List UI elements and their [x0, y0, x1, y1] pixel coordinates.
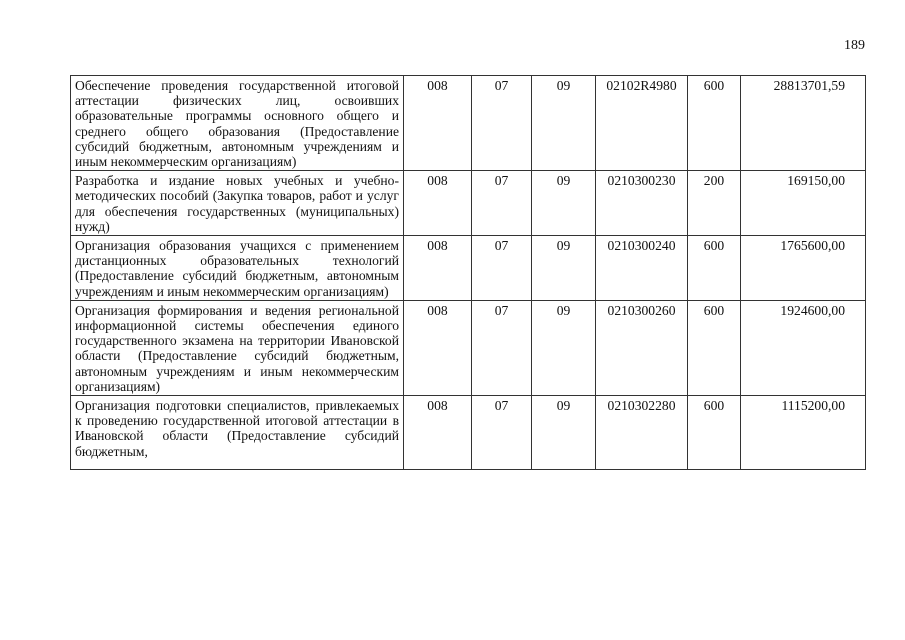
row-section-code: 07 [472, 396, 532, 470]
row-section-code: 07 [472, 236, 532, 301]
row-subsection-code: 09 [532, 76, 596, 171]
row-expense-type: 600 [688, 236, 741, 301]
budget-table [70, 75, 866, 470]
row-expense-type: 600 [688, 396, 741, 470]
row-amount: 169150,00 [741, 171, 866, 236]
page-number: 189 [844, 38, 865, 53]
row-description: Разработка и издание новых учебных и учебно-методических пособий (Закупка товаров, работ и услуг для обеспечения государственных (муниципальных) нужд) [71, 171, 404, 236]
row-subsection-code: 09 [532, 236, 596, 301]
row-ministry-code: 008 [404, 396, 472, 470]
row-ministry-code: 008 [404, 171, 472, 236]
row-description: Организация подготовки специалистов, привлекаемых к проведению государственной итоговой аттестации в Ивановской области (Предоставление субсидий бюджетным, [71, 396, 404, 470]
row-amount: 1765600,00 [741, 236, 866, 301]
row-target-article: 0210300260 [596, 300, 688, 395]
row-section-code: 07 [472, 300, 532, 395]
row-ministry-code: 008 [404, 300, 472, 395]
row-expense-type: 600 [688, 76, 741, 171]
row-subsection-code: 09 [532, 300, 596, 395]
row-description: Организация формирования и ведения региональной информационной системы обеспечения единого государственного экзамена на территории Ивановской области (Предоставление субсидий бюджетным, автономным учреждениям и иным некоммерческим организациям) [71, 300, 404, 395]
table-row [71, 396, 866, 470]
row-ministry-code: 008 [404, 236, 472, 301]
table-row [71, 236, 866, 301]
row-target-article: 0210300230 [596, 171, 688, 236]
row-amount: 1115200,00 [741, 396, 866, 470]
table-row [71, 76, 866, 171]
row-expense-type: 200 [688, 171, 741, 236]
row-subsection-code: 09 [532, 396, 596, 470]
row-subsection-code: 09 [532, 171, 596, 236]
row-ministry-code: 008 [404, 76, 472, 171]
row-target-article: 0210300240 [596, 236, 688, 301]
row-amount: 28813701,59 [741, 76, 866, 171]
row-section-code: 07 [472, 171, 532, 236]
row-section-code: 07 [472, 76, 532, 171]
table-row [71, 171, 866, 236]
row-amount: 1924600,00 [741, 300, 866, 395]
row-target-article: 0210302280 [596, 396, 688, 470]
row-expense-type: 600 [688, 300, 741, 395]
table-row [71, 300, 866, 395]
row-description: Обеспечение проведения государственной итоговой аттестации физических лиц, освоивших образовательные программы основного общего и среднего общего образования (Предоставление субсидий бюджетным, автономным учреждениям и иным некоммерческим организациям) [71, 76, 404, 171]
row-description: Организация образования учащихся с применением дистанционных образовательных технологий (Предоставление субсидий бюджетным, автономным учреждениям и иным некоммерческим организациям) [71, 236, 404, 301]
row-target-article: 02102R4980 [596, 76, 688, 171]
